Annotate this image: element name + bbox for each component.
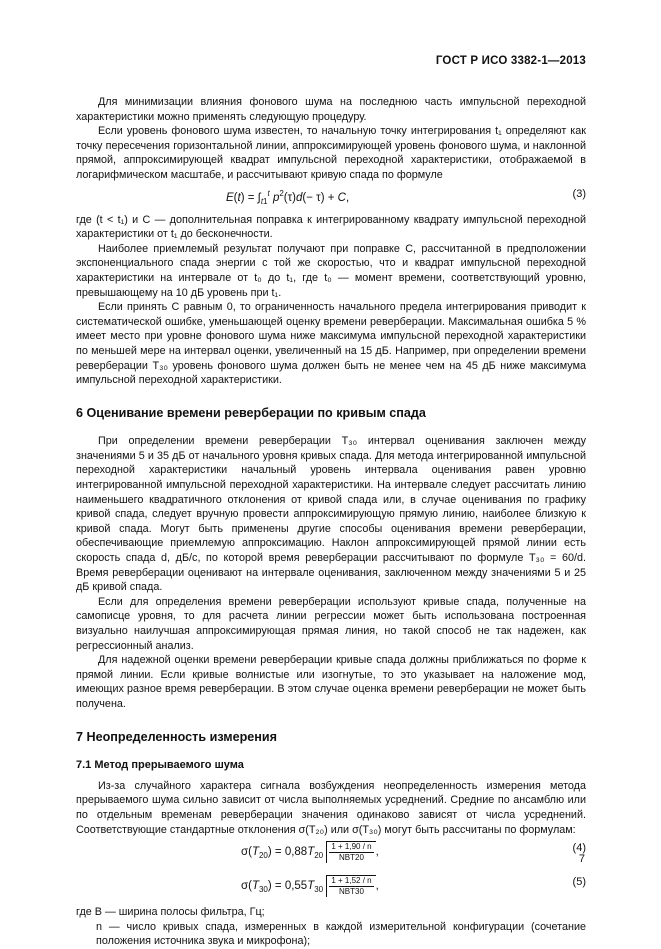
where-clause-1: где (t < t₁) и C — дополнительная поправка к интегрированному квадрату импульсной переходной характеристики от t₁ до бесконечности. xyxy=(76,213,586,241)
page-number: 7 xyxy=(578,853,585,865)
equation-number-4: (4) xyxy=(572,842,586,855)
paragraph-4: Если принять C равным 0, то ограниченность начального предела интегрирования приводит к систематической ошибке, уменьшающей оценку времени реверберации. Максимальная ошибка 5 % имеет место при уровне фонового шума ниже максимума импульсной переходной характеристики по меньшей мере на интервал оценки, увеличенный на 15 дБ. Например, при определении времени реверберации T₃₀ уровень фонового шума должен быть не менее чем на 45 дБ ниже максимума импульсной переходной характеристики. xyxy=(76,301,586,387)
formula-4: $\sigma(T_{20}) = 0,88T_{20}$ 1 + 1,90 / n NBT20 , (4) xyxy=(241,842,586,863)
paragraph-7-1: Из-за случайного характера сигнала возбуждения неопределенность измерения метода прерываемого шума сильно зависит от числа выполняемых усреднений. Средние по ансамблю или по отдельным временам реверберации значения одинаково зависят от числа усреднений. Соответствующие стандартные отклонения σ(T₂₀) или σ(T₃₀) могут быть рассчитаны по формулам: xyxy=(76,779,586,836)
where-clause-B: где B — ширина полосы фильтра, Гц; xyxy=(76,906,265,919)
equation-number-5: (5) xyxy=(572,876,586,889)
main-text xyxy=(76,95,586,949)
paragraph-1: Для минимизации влияния фонового шума на последнюю часть импульсной переходной характеристики можно применять следующую процедуру. xyxy=(76,96,586,123)
subsection-7-1-heading: 7.1 Метод прерываемого шума xyxy=(76,759,244,772)
paragraph-6b: Если для определения времени реверберации используют кривые спада, полученные на самописце уровня, то для расчета линии регрессии может быть использована построенная визуально наилучшая аппроксимирующая прямая линия, но такой способ не так надежен, как регрессионный анализ. xyxy=(76,595,586,652)
formula-3: $E(t) = \int_{t1}^t$ $p^2(\tau)d(- \tau) + C$, (3) xyxy=(226,187,586,206)
standard-header: ГОСТ Р ИСО 3382-1—2013 xyxy=(435,55,586,67)
section-6-heading: 6 Оценивание времени реверберации по кривым спада xyxy=(76,405,426,420)
formula-5: $\sigma(T_{30}) = 0,55T_{30}$ 1 + 1,52 / n NBT30 , (5) xyxy=(241,876,586,897)
paragraph-6a: При определении времени реверберации T₃₀ интервал оценивания заключен между значениями 5 и 35 дБ от начального уровня кривых спада. Для метода интегрированной импульсной переходной характеристики начальный уровень интервала оценивания равен уровню интегрированной импульсной переходной характеристики. На интервале следует рассчитать линию наименьшего квадратичного отклонения от кривой спада или, в случае оценивания по графику кривой спада, следует вручную провести аппроксимирующую прямую линию, наиболее близкую к кривой спада. Могут быть применены другие способы оценивания времени реверберации, обеспечивающие приемлемую аппроксимацию. Наклон аппроксимирующей прямой линии есть скорость спада d, дБ/с, по которой время реверберации рассчитывают по формуле T₃₀ = 60/d. Время реверберации оценивают на интервале оценивания, заключенном между значениями 5 и 25 дБ кривой спада. xyxy=(76,435,586,594)
section-7-heading: 7 Неопределенность измерения xyxy=(76,729,277,744)
paragraph-3: Наиболее приемлемый результат получают при поправке C, рассчитанной в предположении экспоненциального спада энергии с той же скоростью, что и квадрат импульсной переходной характеристики на интервале от t₀ до t₁, где t₀ — момент времени, соответствующий уровню, превышающему на 10 дБ уровень при t₁. xyxy=(76,242,586,299)
where-clause-n: n — число кривых спада, измеренных в каждой измерительной конфигурации (сочетание положения источника звука и микрофона); xyxy=(96,920,586,948)
paragraph-6c: Для надежной оценки времени реверберации кривые спада должны приближаться по форме к прямой линии. Если кривые волнистые или изогнутые, то это указывает на наложение мод, имеющих разное время реверберации. В этом случае оценка времени реверберации не может быть получена. xyxy=(76,654,586,710)
equation-number-3: (3) xyxy=(572,187,586,200)
paragraph-2: Если уровень фонового шума известен, то начальную точку интегрирования t₁ определяют как точку пересечения горизонтальной линии, аппроксимирующей уровень фонового шума, и наклонной прямой, аппроксимирующей квадрат импульсной переходной характеристики, отображаемой в логарифмическом масштабе, и рассчитывают кривую спада по формуле xyxy=(76,125,586,181)
